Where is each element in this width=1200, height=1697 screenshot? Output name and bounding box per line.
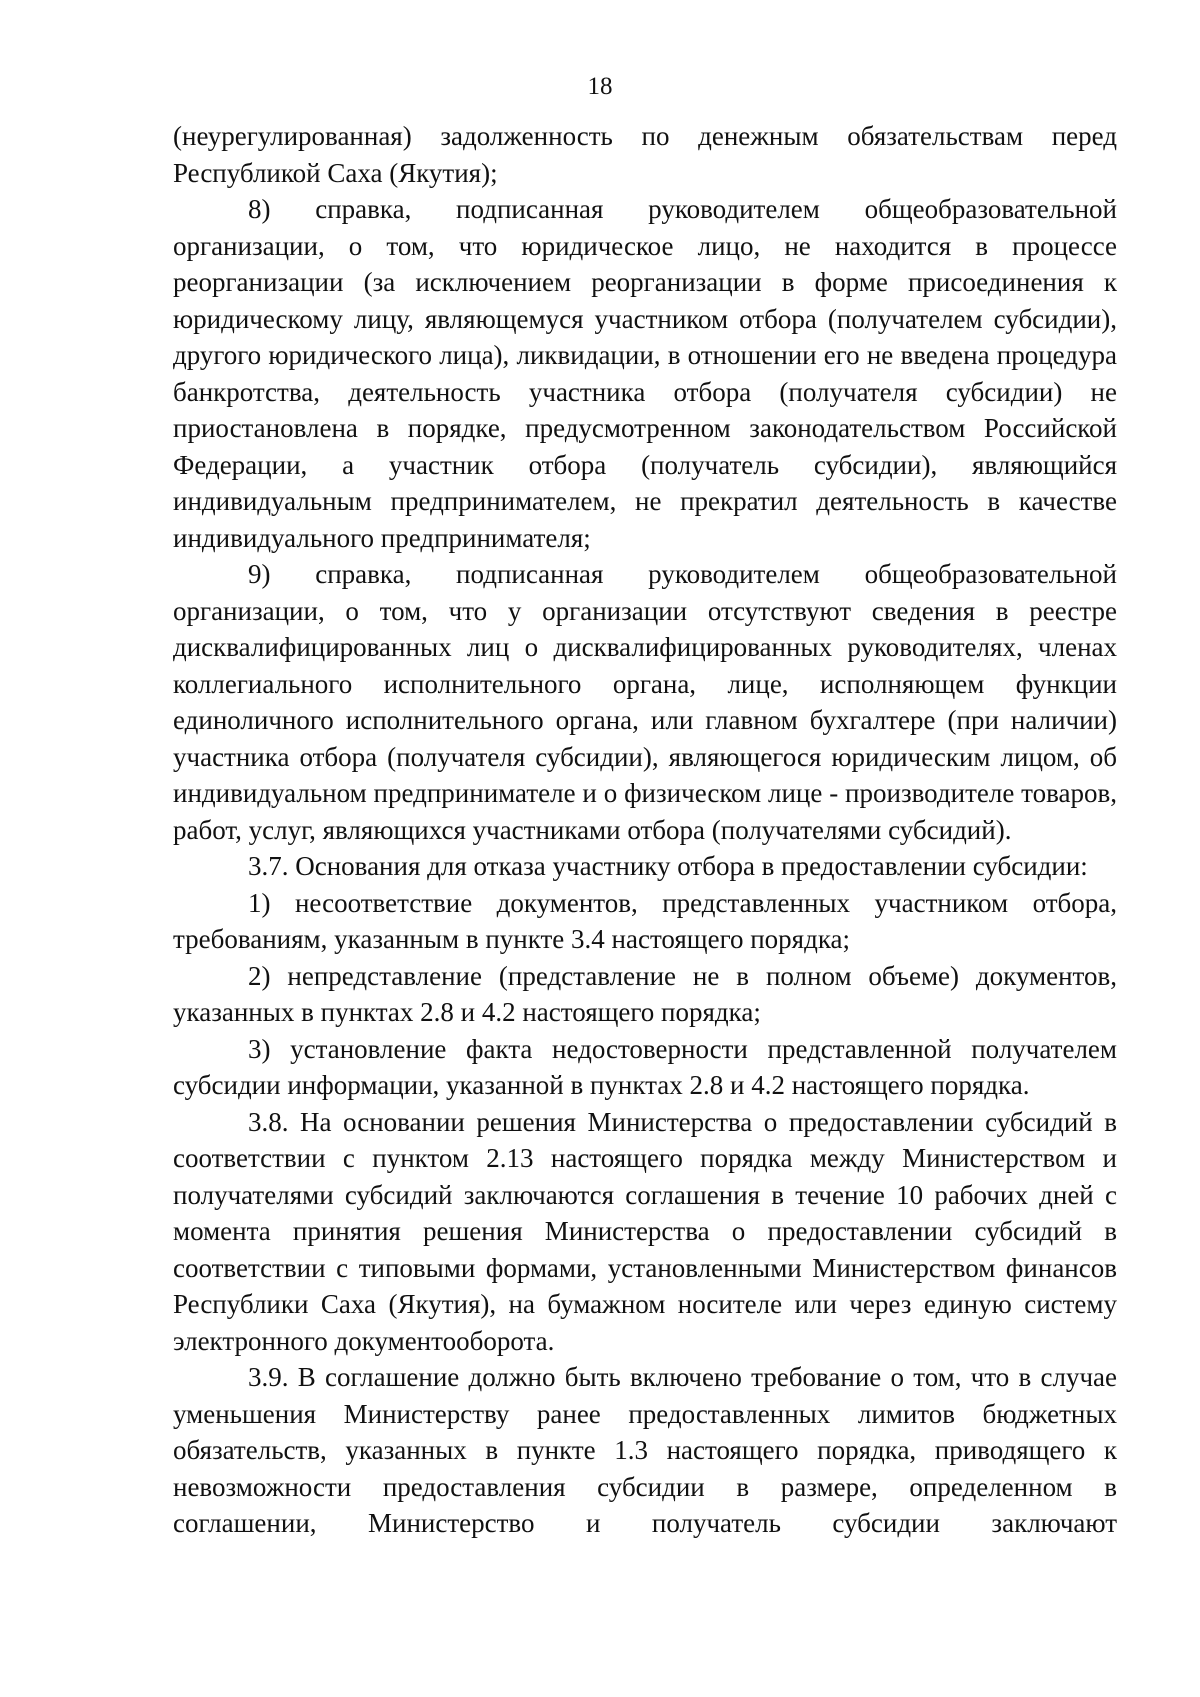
paragraph: 9) справка, подписанная руководителем общеобразовательной организации, о том, что у организации отсутствуют сведения в реестре дисквалифицированных лиц о дисквалифицированных руководителях, членах коллегиального исполнительного органа, лице, исполняющем функции единоличного исполнительного органа, или главном бухгалтере (при наличии) участника отбора (получателя субсидии), являющегося юридическим лицом, об индивидуальном предпринимателе и о физическом лице - производителе товаров, работ, услуг, являющихся участниками отбора (получателями субсидий).: [173, 559, 1117, 845]
paragraph: 2) непредставление (представление не в полном объеме) документов, указанных в пунктах 2.8 и 4.2 настоящего порядка;: [173, 960, 1117, 1027]
paragraph: 3.7. Основания для отказа участнику отбора в предоставлении субсидии:: [248, 851, 1088, 881]
paragraph: 1) несоответствие документов, представленных участником отбора, требованиям, указанным в пункте 3.4 настоящего порядка;: [173, 887, 1117, 954]
paragraph: (неурегулированная) задолженность по денежным обязательствам перед Республикой Саха (Якутия);: [173, 121, 1117, 188]
paragraph: 3.8. На основании решения Министерства о предоставлении субсидий в соответствии с пунктом 2.13 настоящего порядка между Министерством и получателями субсидий заключаются соглашения в течение 10 рабочих дней с момента принятия решения Министерства о предоставлении субсидий в соответствии с типовыми формами, установленными Министерством финансов Республики Саха (Якутия), на бумажном носителе или через единую систему электронного документооборота.: [173, 1106, 1117, 1356]
page-number: 18: [587, 73, 613, 100]
paragraph: 3.9. В соглашение должно быть включено требование о том, что в случае уменьшения Министерству ранее предоставленных лимитов бюджетных обязательств, указанных в пункте 1.3 настоящего порядка, приводящего к невозможности предоставления субсидии в размере, определенном в соглашении, Министерство и получатель субсидии заключают: [173, 1362, 1117, 1538]
document-body: [173, 118, 1117, 1542]
paragraph: 8) справка, подписанная руководителем общеобразовательной организации, о том, что юридическое лицо, не находится в процессе реорганизации (за исключением реорганизации в форме присоединения к юридическому лицу, являющемуся участником отбора (получателем субсидии), другого юридического лица), ликвидации, в отношении его не введена процедура банкротства, деятельность участника отбора (получателя субсидии) не приостановлена в порядке, предусмотренном законодательством Российской Федерации, а участник отбора (получатель субсидии), являющийся индивидуальным предпринимателем, не прекратил деятельность в качестве индивидуального предпринимателя;: [173, 194, 1117, 553]
paragraph: 3) установление факта недостоверности представленной получателем субсидии информации, указанной в пунктах 2.8 и 4.2 настоящего порядка.: [173, 1033, 1117, 1100]
